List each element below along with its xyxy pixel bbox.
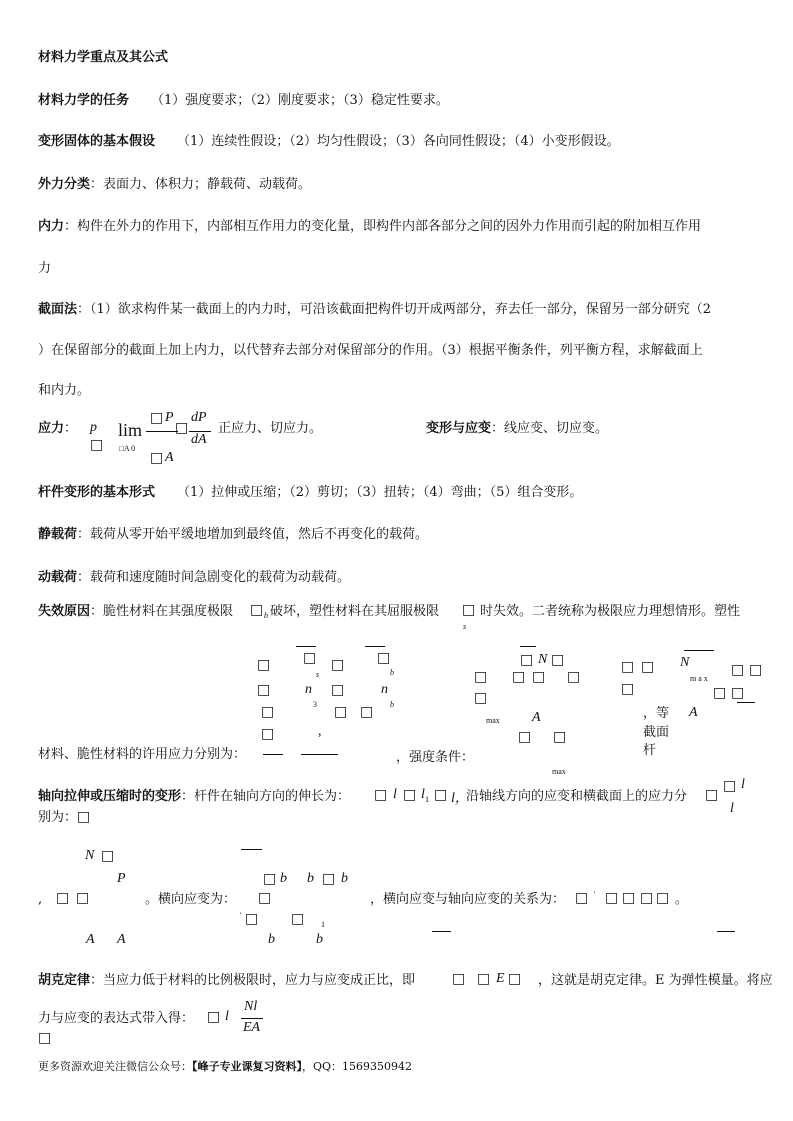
- axial-line: [38, 788, 350, 806]
- EA-symbol: EA: [243, 1020, 261, 1035]
- bracket-box-10: □: [474, 669, 488, 685]
- bracket-box-4: □: [331, 682, 345, 698]
- dP-symbol: dP: [191, 410, 207, 425]
- mu-box-2: □: [605, 890, 619, 906]
- bracket-box-11: □: [512, 669, 526, 685]
- static-load-line: [38, 526, 428, 544]
- lim-symbol: lim: [118, 420, 143, 440]
- n-symbol-2: n: [381, 682, 388, 697]
- bracket-box-17: □: [621, 659, 635, 675]
- b-symbol-5: b: [316, 932, 323, 947]
- dA-symbol: dA: [191, 432, 207, 447]
- sigma-box-3: □: [520, 652, 534, 668]
- failure-text-1: ：脆性材料在其强度极限: [90, 604, 234, 619]
- dynamic-load-text: ：载荷和速度随时间急剧变化的载荷为动载荷。: [77, 570, 351, 585]
- sub-1-b: 1: [321, 920, 325, 929]
- bracket-box-9: □: [551, 652, 565, 668]
- overline-4: [684, 650, 714, 651]
- fraction-bar-3: [241, 1018, 263, 1019]
- assumptions-text: （1）连续性假设；（2）均匀性假设；（3）各向同性假设；（4）小变形假设。: [177, 134, 620, 149]
- overline-1: [296, 646, 316, 647]
- l-symbol-2: l: [741, 777, 745, 792]
- prime-2: ': [594, 890, 596, 899]
- delta-P-box: □: [150, 410, 164, 426]
- hooke-line: [38, 972, 415, 990]
- b-symbol-1: b: [280, 871, 287, 886]
- hooke-text-1: ：当应力低于材料的比例极限时，应力与应变成正比，即: [90, 973, 416, 988]
- delta-box-3: □: [207, 1009, 221, 1025]
- underline-4: [717, 931, 735, 932]
- failure-text-3: 时失效。二者统称为极限应力理想情形。塑性: [480, 604, 741, 619]
- comma-1: ,: [318, 724, 322, 739]
- deform-line: [426, 420, 608, 438]
- equals-box-2: □: [403, 787, 417, 803]
- epsilon-box-2: □: [258, 890, 272, 906]
- bracket-box-23: □: [731, 685, 745, 701]
- section-text: 截面: [643, 725, 670, 740]
- epsilon-prime-box: □: [245, 911, 259, 927]
- bracket-box-13: □: [567, 669, 581, 685]
- l1-symbol: l: [421, 787, 425, 802]
- sub-b-2: b: [390, 700, 394, 709]
- equals-box-3: □: [76, 890, 90, 906]
- axial-box: □: [77, 809, 91, 825]
- mu-box-5: □: [656, 890, 670, 906]
- sub-b: b: [390, 668, 394, 677]
- l-symbol-3: l: [730, 801, 734, 816]
- stress-line: [38, 420, 77, 438]
- stress-symbol-box: □: [90, 437, 104, 453]
- bracket-box-2: □: [331, 657, 345, 673]
- epsilon-box-3: □: [508, 971, 522, 987]
- delta-P-symbol: P: [165, 410, 174, 425]
- deform-text: ：线应变、切应变。: [491, 421, 609, 436]
- sigma-b-sub: b: [264, 611, 268, 620]
- sigma-box-2: □: [377, 650, 391, 666]
- A-symbol-4: A: [117, 932, 126, 947]
- lateral-relation-text: ，横向应变与轴向应变的关系为：: [370, 892, 566, 907]
- delta-b-box-1: □: [263, 871, 277, 887]
- sigma-box-4: □: [56, 890, 70, 906]
- section-method-text-2: ）在保留部分的截面上加上内力，以代替弃去部分对保留部分的作用。（3）根据平衡条件，列平衡方程，求解截面上: [38, 343, 703, 358]
- bracket-box-18: □: [641, 659, 655, 675]
- bracket-box-5: □: [261, 704, 275, 720]
- dynamic-load-label: 动载荷: [38, 570, 78, 585]
- bracket-box-20: □: [749, 662, 763, 678]
- footer: [38, 1059, 412, 1074]
- hooke-text-3: 力与应变的表达式带入得：: [38, 1011, 195, 1026]
- section-method-label: 截面法: [38, 302, 78, 317]
- lateral-strain-text: 。横向应变为：: [145, 892, 237, 907]
- equals-box-4: □: [477, 971, 491, 987]
- delta-box-2: □: [723, 778, 737, 794]
- A-symbol-3: A: [86, 932, 95, 947]
- footer-prefix: 更多资源欢迎关注微信公众号：: [38, 1060, 192, 1073]
- N-symbol-3: N: [85, 848, 95, 863]
- section-method-line: [38, 301, 711, 319]
- external-force-line: [38, 176, 311, 194]
- sub-s: s: [316, 670, 320, 679]
- hooke-text-2: ，这就是胡克定律。E 为弹性模量。将应: [538, 973, 773, 988]
- mu-box-1: □: [575, 890, 589, 906]
- bracket-box-12: □: [532, 669, 546, 685]
- b-symbol-3: b: [341, 871, 348, 886]
- external-force-label: 外力分类: [38, 177, 91, 192]
- assumptions-label: 变形固体的基本假设: [38, 134, 156, 149]
- stress-label: 应力: [38, 421, 65, 436]
- l-comma-symbol: l，: [451, 791, 469, 806]
- N-symbol-1: N: [538, 652, 548, 667]
- P-symbol: P: [117, 871, 126, 886]
- bracket-box-22: □: [713, 685, 727, 701]
- minus-box: □: [434, 787, 448, 803]
- footer-brand: 【峰子专业课复习资料】: [192, 1060, 302, 1073]
- footer-qq: ，QQ：1569350942: [302, 1060, 413, 1073]
- internal-force-line: [38, 218, 701, 236]
- sub-1: 1: [425, 795, 429, 804]
- tasks-line: [38, 92, 449, 110]
- delta-A-symbol: A: [165, 450, 174, 465]
- sigma-box-5: □: [452, 971, 466, 987]
- bracket-box-14: □: [474, 690, 488, 706]
- b-symbol-4: b: [268, 932, 275, 947]
- lim-subscript: □A 0: [119, 444, 136, 453]
- sigma-s-sub: s: [463, 622, 467, 631]
- sigma-s-box: □: [462, 602, 476, 618]
- axial-label: 轴向拉伸或压缩时的变形: [38, 789, 182, 804]
- failure-label: 失效原因: [38, 604, 91, 619]
- page-title: 材料力学重点及其公式: [38, 50, 169, 65]
- bracket-box-19: □: [731, 662, 745, 678]
- sub-max-2: max: [552, 767, 566, 776]
- sigma-box-1: □: [303, 650, 317, 666]
- E-symbol: E: [496, 971, 505, 986]
- strength-condition-text: ，强度条件：: [396, 750, 475, 765]
- equal-text: ，等: [643, 706, 670, 721]
- delta-box-1: □: [374, 787, 388, 803]
- A-symbol-2: A: [689, 705, 698, 720]
- N-symbol-2: N: [680, 655, 690, 670]
- bracket-box-15: □: [518, 729, 532, 745]
- underline-2: [301, 754, 338, 755]
- internal-force-text-2: 力: [38, 261, 52, 276]
- N-box: □: [101, 848, 115, 864]
- delta-b-box-2: □: [291, 911, 305, 927]
- epsilon-box: □: [705, 787, 719, 803]
- comma-2: ,: [38, 892, 43, 907]
- equals-box: □: [175, 420, 189, 436]
- stress-symbol-p: p: [90, 420, 97, 435]
- rod-forms-label: 杆件变形的基本形式: [38, 485, 156, 500]
- axial-text-3: 别为：□: [38, 809, 91, 825]
- l-symbol-1: l: [393, 787, 397, 802]
- section-method-text: ：（1）欲求构件某一截面上的内力时，可沿该截面把构件切开成两部分，弃去任一部分，保留另一部分研究（2: [77, 302, 712, 317]
- tasks-text: （1）强度要求；（2）刚度要求；（3）稳定性要求。: [151, 93, 449, 108]
- prime-1: ': [240, 911, 242, 920]
- mu-box-4: □: [640, 890, 654, 906]
- minus-box-2: □: [322, 871, 336, 887]
- tasks-label: 材料力学的任务: [38, 93, 130, 108]
- mu-box-3: □: [622, 890, 636, 906]
- bracket-box-3: □: [257, 682, 271, 698]
- overline-5: [737, 702, 755, 703]
- bracket-box-7: □: [360, 704, 374, 720]
- static-load-text: ：载荷从零开始平缓地增加到最终值，然后不再变化的载荷。: [77, 527, 429, 542]
- sub-max-3: m a x: [690, 674, 708, 683]
- axial-text: ：杆件在轴向方向的伸长为：: [181, 789, 351, 804]
- bracket-box-21: □: [621, 681, 635, 697]
- underline-3: [432, 931, 451, 932]
- l-symbol-4: l: [225, 1009, 229, 1024]
- bracket-box-16: □: [553, 729, 567, 745]
- hooke-box: □: [38, 1030, 52, 1046]
- Nl-symbol: Nl: [244, 999, 258, 1014]
- overline-3: [520, 646, 536, 647]
- section-method-text-3: 和内力。: [38, 383, 91, 398]
- overline-6: [241, 849, 262, 850]
- rod-text: 杆: [643, 743, 657, 758]
- rod-forms-text: （1）拉伸或压缩；（2）剪切；（3）扭转；（4）弯曲；（5）组合变形。: [177, 485, 583, 500]
- internal-force-label: 内力: [38, 219, 65, 234]
- hooke-label: 胡克定律: [38, 973, 91, 988]
- overline-2: [365, 646, 385, 647]
- sub-max-1: max: [486, 716, 500, 725]
- internal-force-text: ：构件在外力的作用下，内部相互作用力的变化量，即构件内部各部分之间的因外力作用而引起的附加相互作用: [64, 219, 702, 234]
- failure-text-2: 破坏，塑性材料在其屈服极限: [270, 604, 440, 619]
- external-force-text: ：表面力、体积力；静载荷、动载荷。: [90, 177, 312, 192]
- b-symbol-2: b: [307, 871, 314, 886]
- delta-A-box: □: [150, 450, 164, 466]
- static-load-label: 静载荷: [38, 527, 78, 542]
- A-symbol-1: A: [532, 710, 541, 725]
- failure-line: [38, 603, 233, 621]
- bracket-box-8: □: [261, 726, 275, 742]
- dynamic-load-line: [38, 569, 350, 587]
- underline-1: [263, 754, 283, 755]
- stress-colon: ：: [64, 421, 78, 436]
- sub-3: 3: [313, 700, 317, 709]
- n-symbol-1: n: [305, 682, 312, 697]
- bracket-box-1: □: [257, 657, 271, 673]
- stress-text: 正应力、切应力。: [218, 421, 323, 436]
- assumptions-line: [38, 133, 620, 151]
- deform-label: 变形与应变: [426, 421, 492, 436]
- allowable-stress-text: 材料、脆性材料的许用应力分别为：: [38, 747, 247, 762]
- sigma-b-box: □: [250, 602, 264, 618]
- bracket-box-6: □: [334, 704, 348, 720]
- period: 。: [675, 892, 689, 907]
- axial-text-2: 沿轴线方向的应变和横截面上的应力分: [466, 789, 688, 804]
- rod-forms-line: [38, 484, 582, 502]
- fraction-bar-1: [146, 431, 178, 432]
